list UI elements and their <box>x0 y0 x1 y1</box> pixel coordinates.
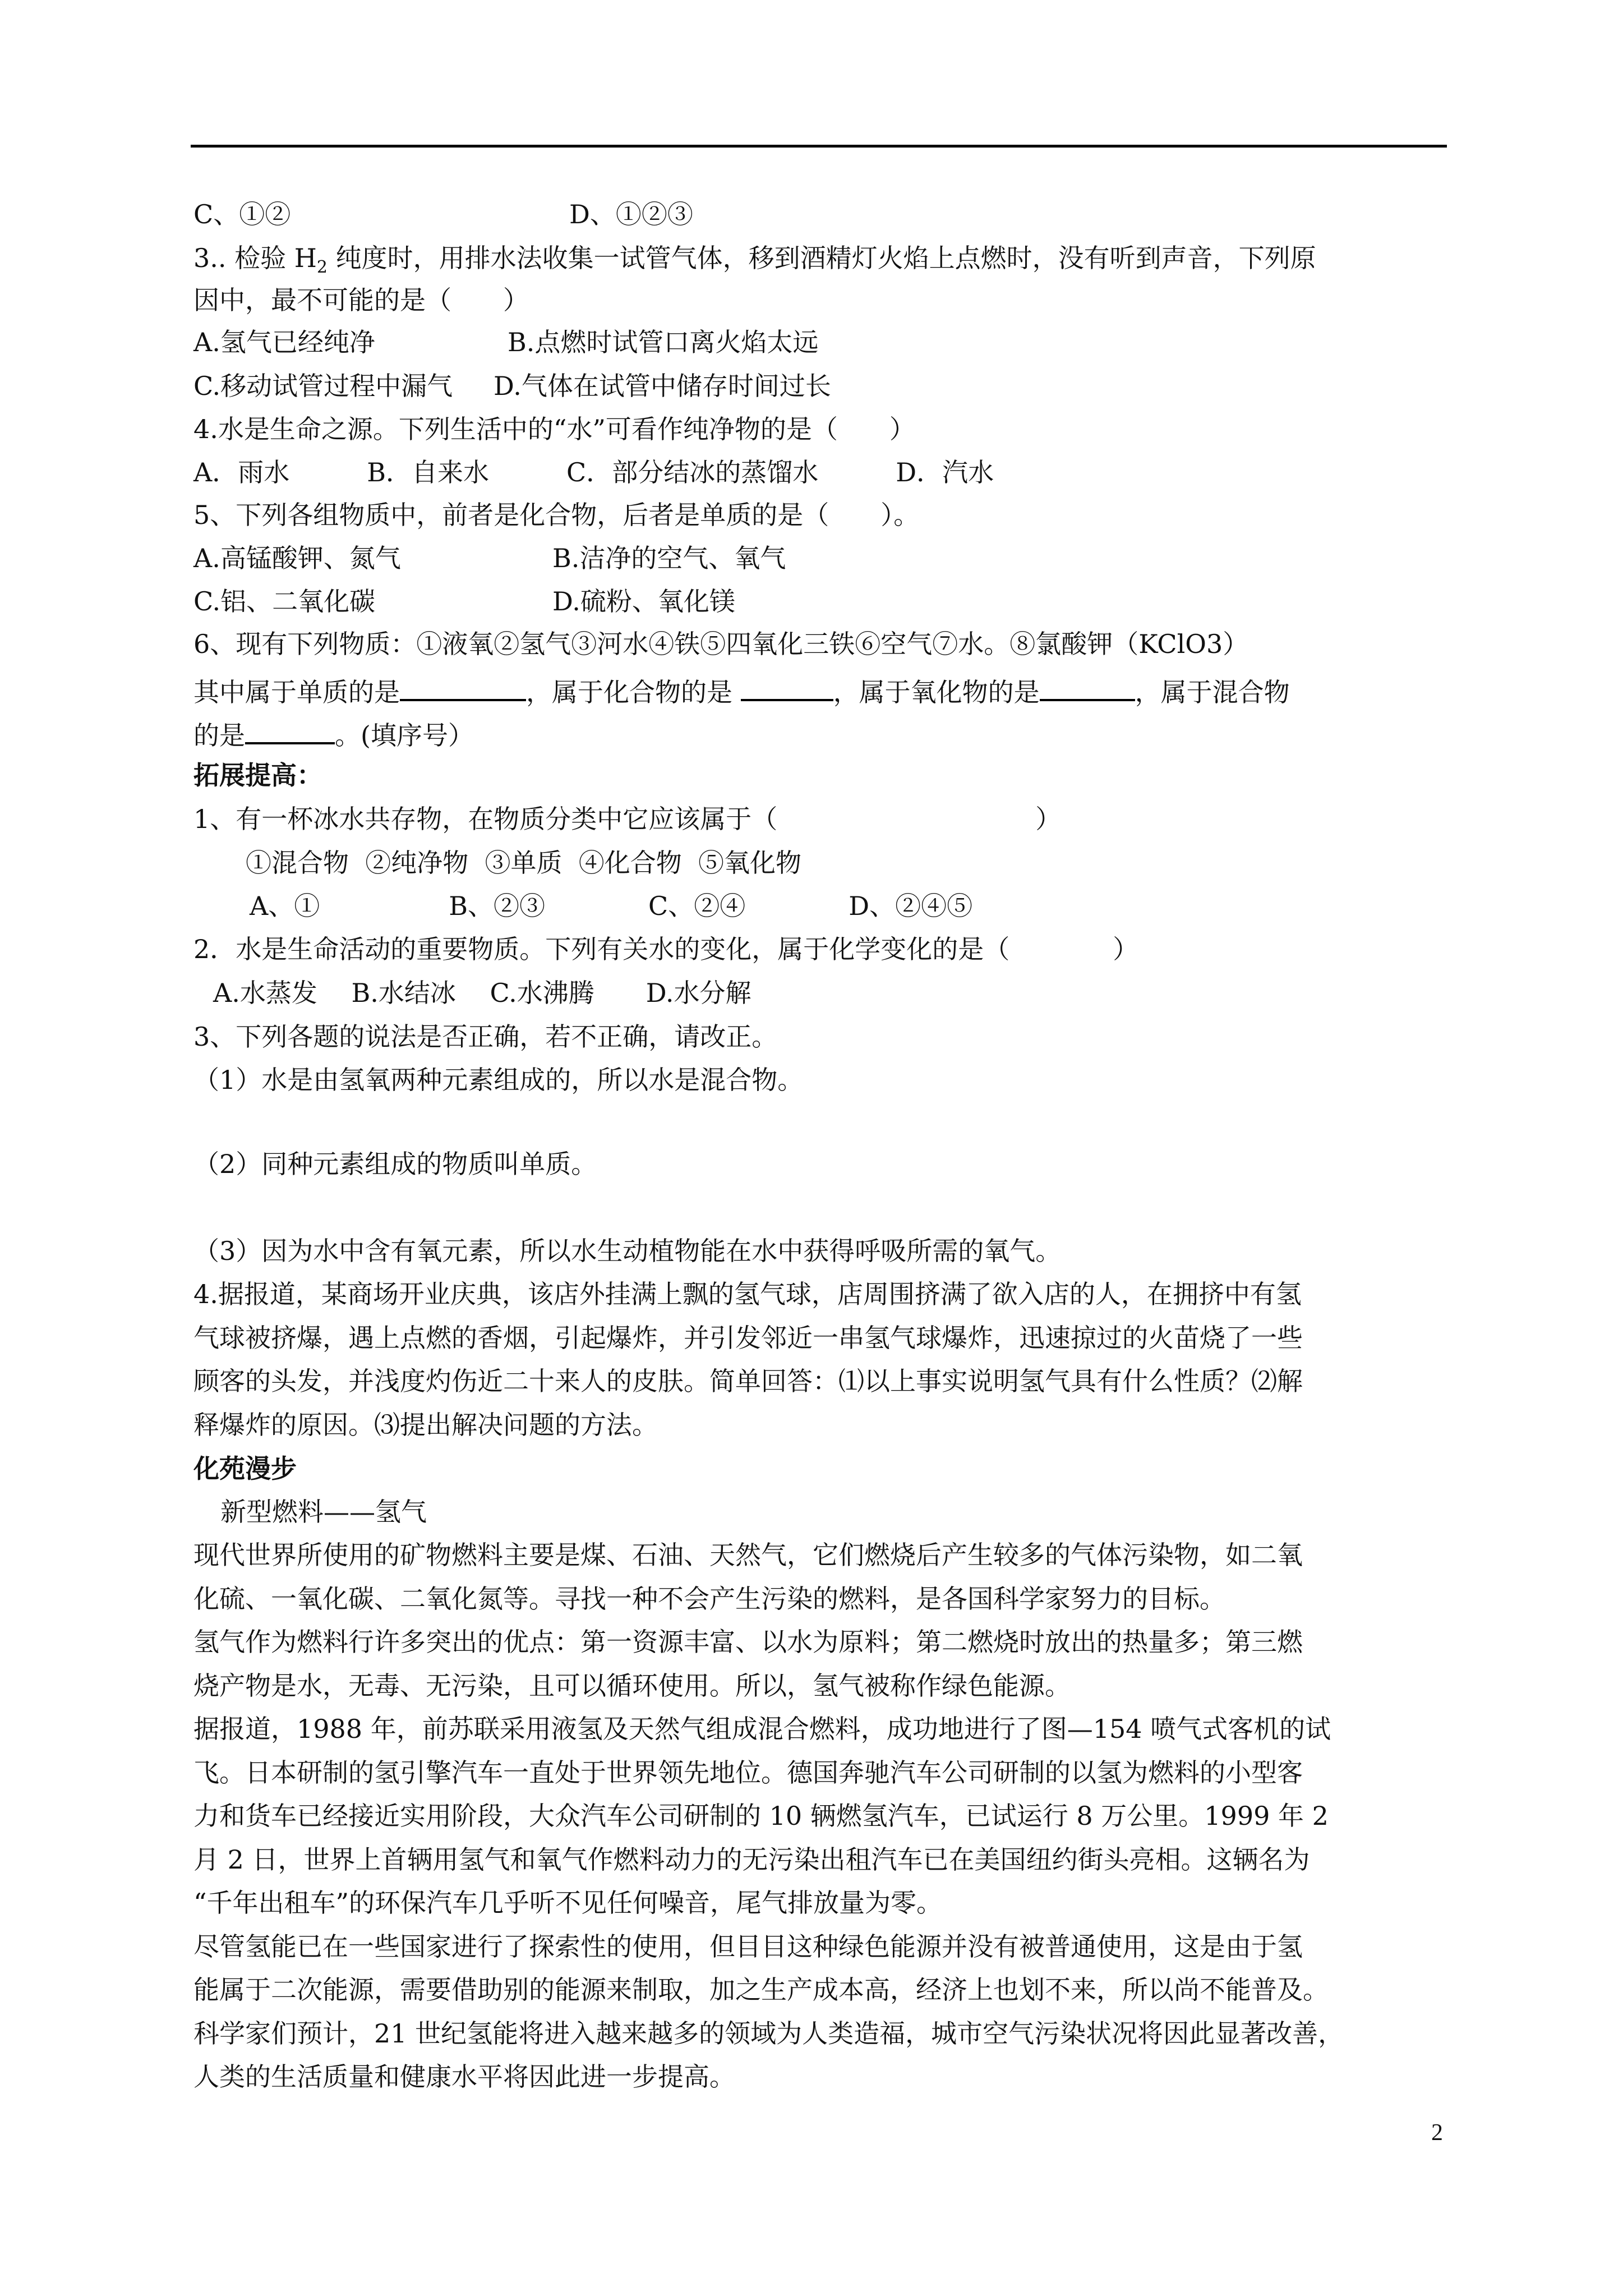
ext-q4-line-4: 释爆炸的原因。⑶提出解决问题的方法。 <box>193 1410 658 1440</box>
ext-q1-choices: ①混合物 ②纯净物 ③单质 ④化合物 ⑤氧化物 <box>246 848 801 878</box>
reading-line: 尽管氢能已在一些国家进行了探索性的使用，但目目这种绿色能源并没有被普通使用，这是由于氢 <box>193 1931 1303 1962</box>
reading-line: 飞。日本研制的氢引擎汽车一直处于世界领先地位。德国奔驰汽车公司研制的以氢为燃料的小型客 <box>193 1757 1303 1788</box>
q3-option-a: A.氢气已经纯净 <box>193 327 375 357</box>
reading-line: 据报道，1988 年，前苏联采用液氢及天然气组成混合燃料，成功地进行了图—154 喷气式客机的试 <box>193 1714 1331 1744</box>
q2-option-c: C、①② <box>193 199 291 229</box>
ext-q4-line-2: 气球被挤爆，遇上点燃的香烟，引起爆炸，并引发邻近一串氢气球爆炸，迅速掠过的火苗烧了一些 <box>193 1323 1303 1353</box>
page-number: 2 <box>1431 2120 1443 2146</box>
reading-title: 新型燃料——氢气 <box>220 1497 427 1527</box>
reading-line: 氢气作为燃料行许多突出的优点：第一资源丰富、以水为原料；第二燃烧时放出的热量多；第三燃 <box>193 1627 1303 1657</box>
reading-line: “千年出租车”的环保汽车几乎听不见任何噪音，尾气排放量为零。 <box>193 1888 943 1918</box>
q2-option-d: D、①②③ <box>569 199 693 229</box>
header-rule <box>191 145 1447 148</box>
ext-q2-stem: 2．水是生命活动的重要物质。下列有关水的变化，属于化学变化的是（ ） <box>193 934 1139 964</box>
reading-line: 现代世界所使用的矿物燃料主要是煤、石油、天然气，它们燃烧后产生较多的气体污染物，如二氧 <box>193 1540 1303 1570</box>
q5-option-c: C.铝、二氧化碳 <box>193 586 376 616</box>
reading-line: 月 2 日，世界上首辆用氢气和氧气作燃料动力的无污染出租汽车已在美国纽约街头亮相。这辆名为 <box>193 1844 1310 1875</box>
reading-line: 人类的生活质量和健康水平将因此进一步提高。 <box>193 2062 735 2092</box>
ext-q3-statement-3: （3）因为水中含有氧元素，所以水生动植物能在水中获得呼吸所需的氧气。 <box>193 1236 1062 1266</box>
reading-line: 烧产物是水，无毒、无污染，且可以循环使用。所以，氢气被称作绿色能源。 <box>193 1671 1071 1701</box>
ext-q1-stem: 1、有一杯冰水共存物，在物质分类中它应该属于（ ） <box>193 804 1062 834</box>
q3-stem-line2: 因中，最不可能的是（ ） <box>193 285 529 315</box>
reading-line: 力和货车已经接近实用阶段，大众汽车公司研制的 10 辆燃氢汽车，已试运行 8 万公里。1999 年 2 <box>193 1801 1329 1831</box>
q5-option-a: A.高锰酸钾、氮气 <box>193 543 401 573</box>
q5-stem: 5、下列各组物质中，前者是化合物，后者是单质的是（ ）。 <box>193 500 920 530</box>
reading-line: 科学家们预计，21 世纪氢能将进入越来越多的领域为人类造福，城市空气污染状况将因此显著改善， <box>193 2018 1344 2049</box>
q3-option-b: B.点燃时试管口离火焰太远 <box>508 327 819 357</box>
q5-option-b: B.洁净的空气、氧气 <box>552 543 786 573</box>
q3-option-c: C.移动试管过程中漏气 <box>193 371 453 401</box>
ext-q3-statement-2: （2）同种元素组成的物质叫单质。 <box>193 1149 597 1179</box>
q6-stem: 6、现有下列物质：①液氧②氢气③河水④铁⑤四氧化三铁⑥空气⑦水。⑧氯酸钾（KClO3） <box>193 629 1249 659</box>
ext-q4-line-3: 顾客的头发，并浅度灼伤近二十来人的皮肤。简单回答：⑴以上事实说明氢气具有什么性质？⑵解 <box>193 1366 1303 1396</box>
q5-option-d: D.硫粉、氧化镁 <box>552 586 735 616</box>
ext-q1-options: A、① B、②③ C、②④ D、②④⑤ <box>250 891 973 921</box>
ext-q3-statement-1: （1）水是由氢氧两种元素组成的，所以水是混合物。 <box>193 1065 804 1095</box>
section-heading-extension: 拓展提高： <box>193 760 322 790</box>
section-heading-reading: 化苑漫步 <box>193 1453 297 1484</box>
ext-q2-options: A.水蒸发 B.水结冰 C.水沸腾 D.水分解 <box>213 978 751 1008</box>
q3-stem: 3.. 检验 $H_2$ 纯度时，用排水法收集一试管气体，移到酒精灯火焰上点燃时，没有听到声音，下列原 <box>193 243 1316 277</box>
q3-option-d: D.气体在试管中储存时间过长 <box>494 371 831 401</box>
ext-q4-line-1: 4.据报道，某商场开业庆典，该店外挂满上飘的氢气球，店周围挤满了欲入店的人，在拥挤中有氢 <box>193 1279 1302 1309</box>
ext-q3-stem: 3、下列各题的说法是否正确，若不正确，请改正。 <box>193 1022 778 1052</box>
q4-options: A．雨水 B．自来水 C．部分结冰的蒸馏水 D．汽水 <box>193 457 994 487</box>
q6-blanks-line: 其中属于单质的是 ，属于化合物的是 ，属于氧化物的是 ，属于混合物 <box>193 672 1290 709</box>
q4-stem: 4.水是生命之源。下列生活中的“水”可看作纯净物的是（ ） <box>193 414 915 444</box>
q6-blanks-line2: 的是 。(填序号） <box>193 715 474 752</box>
reading-line: 能属于二次能源，需要借助别的能源来制取，加之生产成本高，经济上也划不来，所以尚不能普及。 <box>193 1975 1329 2005</box>
reading-line: 化硫、一氧化碳、二氧化氮等。寻找一种不会产生污染的燃料，是各国科学家努力的目标。 <box>193 1584 1225 1614</box>
